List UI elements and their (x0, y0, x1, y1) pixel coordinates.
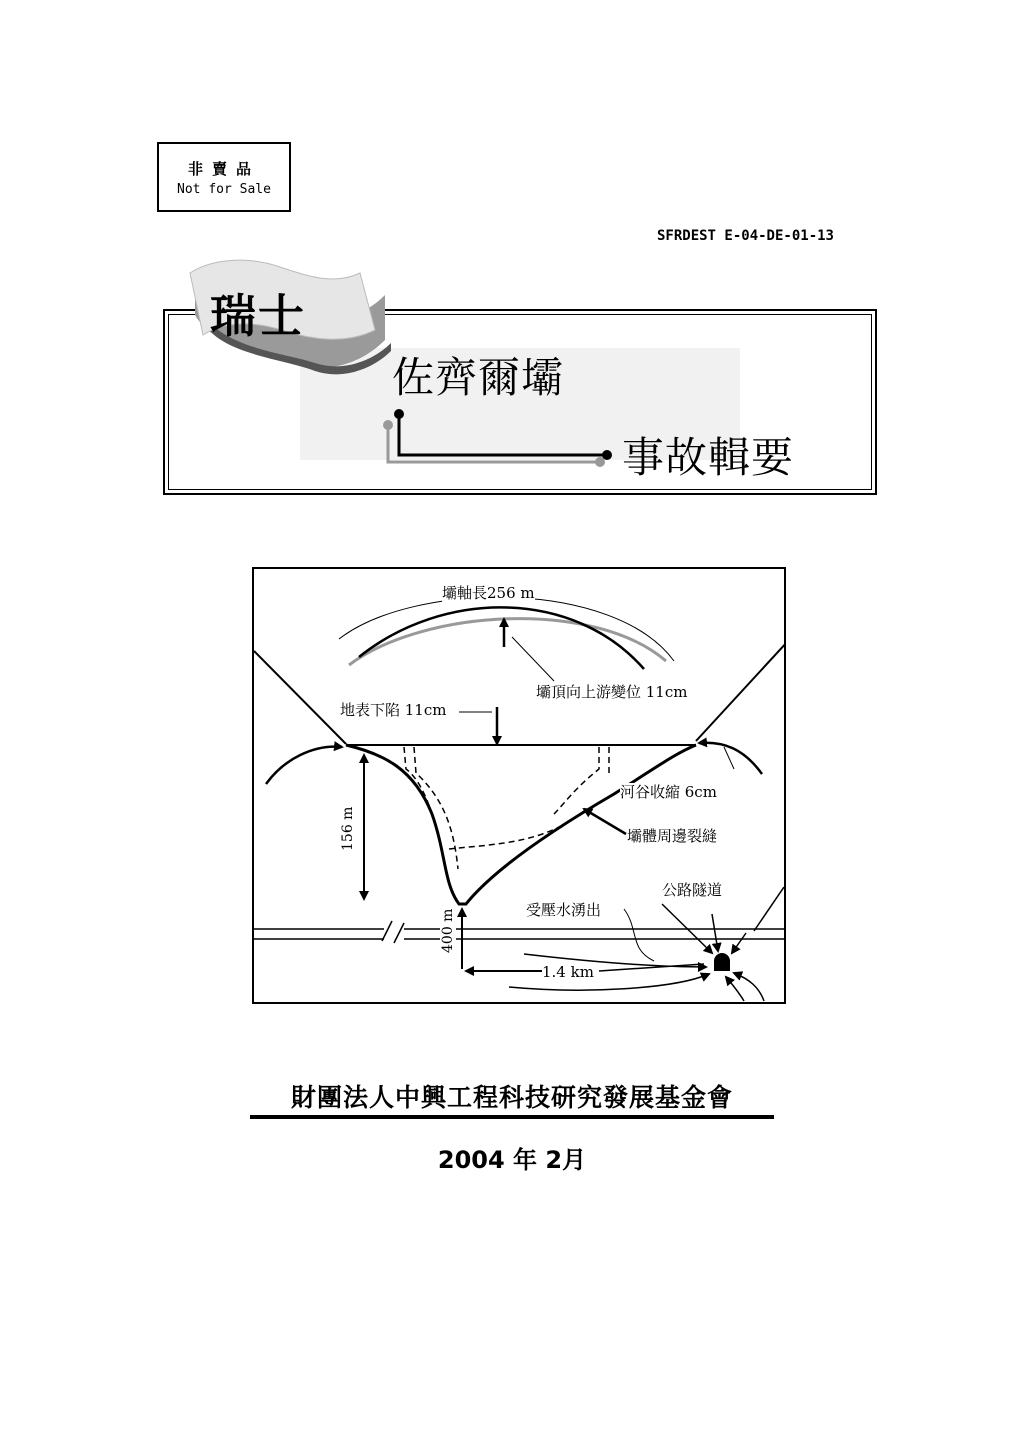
label-crest-displacement: 壩頂向上游變位 11cm (536, 683, 688, 701)
dam-deformation-diagram (252, 567, 786, 1004)
label-dam-height: 156 m (340, 806, 356, 851)
title-subtitle: 事故輯要 (622, 433, 795, 482)
label-perimeter-cracks: 壩體周邊裂縫 (627, 827, 718, 845)
label-crest-length: 壩軸長256 m (442, 584, 535, 602)
label-surface-settlement: 地表下陷 11cm (340, 701, 447, 719)
publication-date: 2004 年 2月 (437, 1146, 587, 1174)
label-tunnel-distance: 1.4 km (542, 963, 594, 981)
not-for-sale-box (157, 142, 291, 212)
label-water-outflow: 受壓水湧出 (526, 901, 602, 919)
not-for-sale-english: Not for Sale (177, 182, 271, 197)
title-connector-lines (380, 400, 620, 480)
document-id: SFRDEST E-04-DE-01-13 (656, 228, 834, 244)
publisher-underline (250, 1115, 774, 1119)
not-for-sale-chinese: 非賣品 (187, 160, 260, 178)
label-tunnel-depth: 400 m (440, 908, 456, 953)
title-country: 瑞士 (210, 289, 306, 343)
title-dam-name: 佐齊爾壩 (392, 353, 565, 402)
label-valley-contraction: 河谷收縮 6cm (620, 783, 717, 801)
publisher-name: 財團法人中興工程科技研究發展基金會 (290, 1083, 733, 1112)
label-road-tunnel: 公路隧道 (662, 881, 723, 899)
